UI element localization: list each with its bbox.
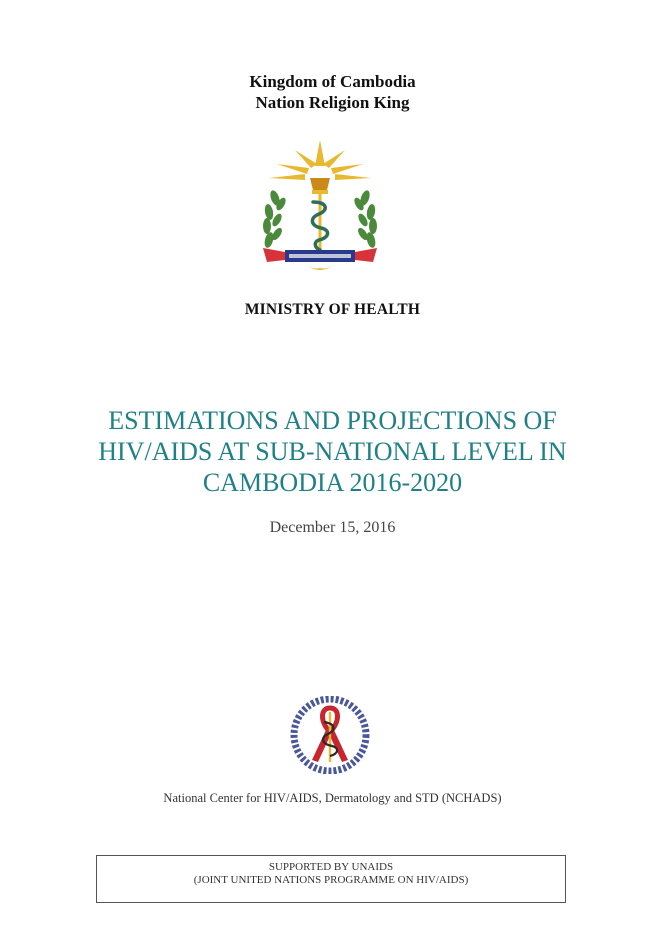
motto-line: Nation Religion King: [255, 93, 410, 112]
kingdom-header: [0, 71, 665, 113]
title-line-2: HIV/AIDS AT SUB-NATIONAL LEVEL IN: [98, 437, 567, 466]
nchads-logo-icon: [286, 696, 374, 774]
kingdom-line: Kingdom of Cambodia: [249, 72, 416, 91]
support-line-1: SUPPORTED BY UNAIDS: [268, 861, 394, 873]
document-title: [0, 405, 665, 498]
document-date: December 15, 2016: [269, 519, 396, 536]
ministry-name: MINISTRY OF HEALTH: [244, 301, 421, 318]
title-line-3: CAMBODIA 2016-2020: [202, 468, 463, 497]
nchads-name: National Center for HIV/AIDS, Dermatology and STD (NCHADS): [163, 791, 502, 805]
support-line-2: (JOINT UNITED NATIONS PROGRAMME ON HIV/AIDS): [193, 874, 469, 886]
ministry-of-health-emblem-icon: [255, 138, 385, 276]
support-box: [96, 855, 566, 903]
title-line-1: ESTIMATIONS AND PROJECTIONS OF: [108, 406, 557, 435]
